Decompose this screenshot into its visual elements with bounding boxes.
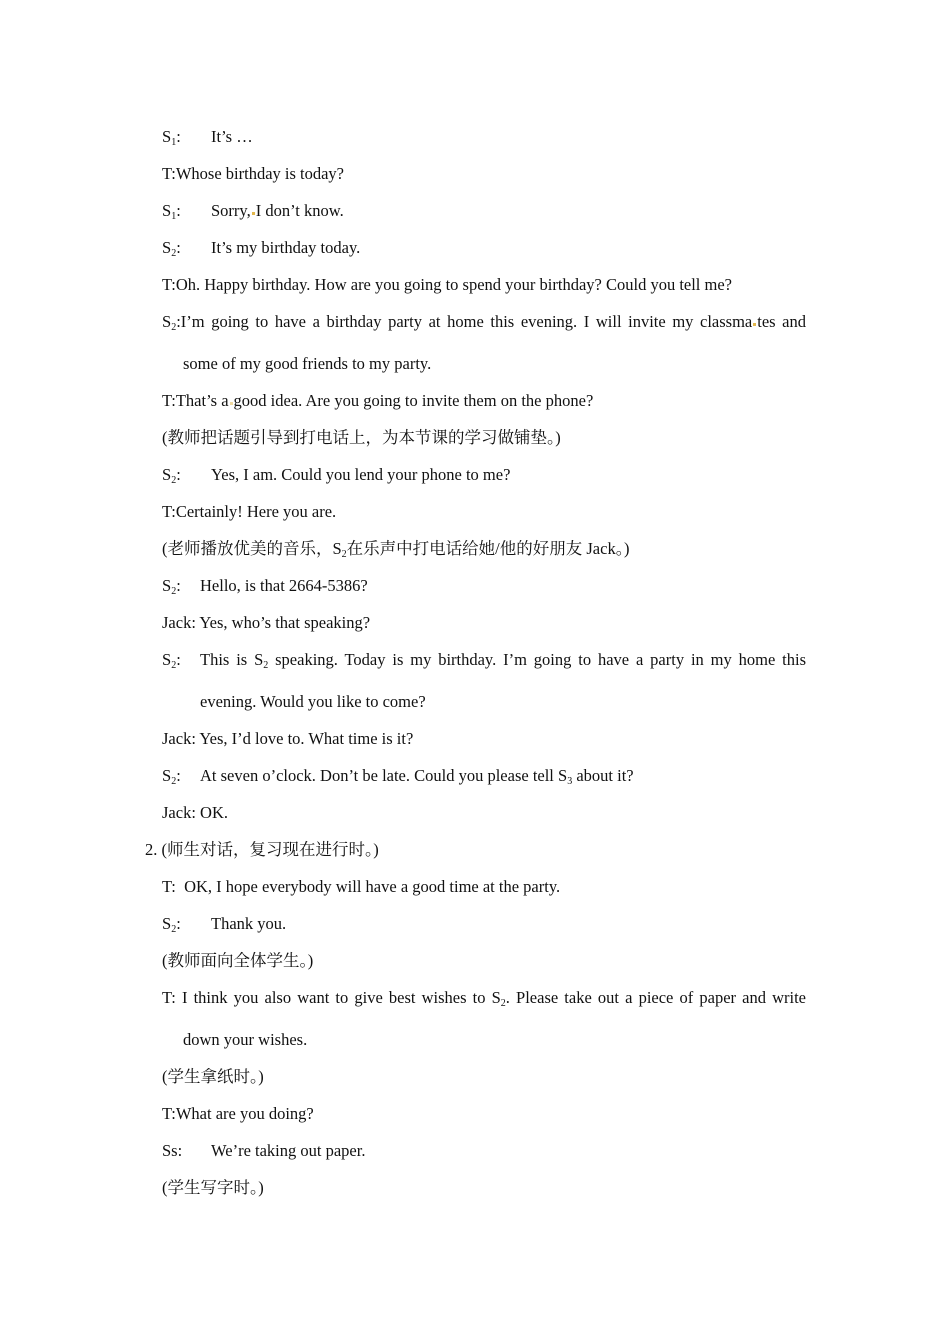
utterance: We’re taking out paper.	[211, 1141, 366, 1160]
utterance	[211, 201, 344, 221]
utterance	[200, 766, 634, 786]
subscript: 2	[500, 998, 506, 1009]
dialogue-line	[162, 766, 634, 787]
utterance-part: I’m going to have a birthday party at home this evening. I will invite my classma	[180, 312, 753, 331]
dialogue-line: T:Certainly! Here you are.	[162, 502, 337, 521]
dialogue-line	[162, 201, 344, 222]
utterance: It’s my birthday today.	[211, 238, 361, 257]
colon: :	[176, 914, 181, 933]
subscript: 2	[171, 248, 177, 259]
dialogue-line: Jack: Yes, I’d love to. What time is it?	[162, 729, 414, 748]
dialogue-line	[162, 465, 511, 486]
note-part: (老师播放优美的音乐，S	[162, 539, 342, 558]
dialogue-line	[162, 391, 593, 411]
speaker-label: S	[162, 576, 172, 595]
colon: :	[176, 766, 181, 785]
utterance-part: At seven o’clock. Don’t be late. Could you please tell S	[200, 766, 568, 785]
edit-mark	[230, 402, 233, 405]
dialogue-line	[162, 914, 287, 935]
utterance-part: I don’t know.	[255, 201, 344, 220]
utterance	[200, 650, 806, 670]
colon: :	[176, 238, 181, 257]
teacher-note	[162, 539, 629, 559]
utterance: Yes, I am. Could you lend your phone to me?	[211, 465, 511, 484]
colon: :	[176, 576, 181, 595]
dialogue-line: T: OK, I hope everybody will have a good time at the party.	[162, 877, 561, 896]
subscript: 2	[263, 660, 269, 671]
dialogue-continuation: evening. Would you like to come?	[200, 692, 426, 711]
dialogue-line	[162, 988, 806, 1008]
teacher-note: (教师把话题引导到打电话上，为本节课的学习做铺垫。)	[162, 428, 561, 447]
subscript: 2	[341, 549, 347, 560]
subscript: 1	[171, 211, 177, 222]
speaker-label: Ss:	[162, 1141, 183, 1160]
subscript: 1	[171, 137, 177, 148]
teacher-note: (教师面向全体学生。)	[162, 951, 314, 970]
utterance: Thank you.	[211, 914, 287, 933]
teacher-note: (学生写字时。)	[162, 1178, 264, 1197]
utterance-part: T:That’s a	[162, 391, 229, 410]
utterance	[162, 312, 806, 332]
dialogue-continuation: down your wishes.	[183, 1030, 308, 1049]
dialogue-line	[162, 650, 806, 670]
speaker-label: S	[162, 465, 172, 484]
dialogue-line	[162, 238, 361, 259]
utterance-part: about it?	[572, 766, 634, 785]
edit-mark	[753, 323, 756, 326]
speaker-label: S	[162, 766, 172, 785]
speaker-label: S	[162, 914, 172, 933]
utterance-part: Sorry,	[211, 201, 251, 220]
dialogue-continuation: some of my good friends to my party.	[183, 354, 432, 373]
note-part: 在乐声中打电话给她/他的好朋友 Jack。)	[346, 539, 630, 558]
colon: :	[176, 312, 181, 331]
teacher-note: (学生拿纸时。)	[162, 1067, 264, 1086]
utterance: It’s …	[211, 127, 253, 146]
utterance-part: T: I think you also want to give best wishes to S	[162, 988, 501, 1007]
edit-mark	[252, 212, 255, 215]
colon: :	[176, 465, 181, 484]
subscript: 2	[171, 475, 177, 486]
speaker-label: S	[162, 312, 172, 331]
dialogue-line: T:Whose birthday is today?	[162, 164, 345, 183]
dialogue-line	[162, 127, 253, 148]
speaker-label: S	[162, 127, 172, 146]
subscript: 2	[171, 660, 177, 671]
speaker-label: S	[162, 201, 172, 220]
dialogue-line	[162, 576, 368, 597]
utterance-part: . Please take out a piece of paper and write	[505, 988, 806, 1007]
dialogue-line	[162, 1141, 366, 1161]
subscript: 2	[171, 924, 177, 935]
utterance-part: good idea. Are you going to invite them on the phone?	[233, 391, 594, 410]
colon: :	[176, 650, 181, 669]
utterance	[162, 988, 806, 1008]
subscript: 2	[171, 322, 177, 333]
speaker-label: S	[162, 650, 172, 669]
dialogue-line: T:Oh. Happy birthday. How are you going to spend your birthday? Could you tell me?	[162, 275, 732, 294]
dialogue-line	[162, 312, 806, 332]
dialogue-line: Jack: OK.	[162, 803, 228, 822]
colon: :	[176, 127, 181, 146]
utterance-part: tes and	[757, 312, 807, 331]
section-heading: 2. (师生对话，复习现在进行时。)	[145, 840, 379, 859]
speaker-label: S	[162, 238, 172, 257]
subscript: 2	[171, 776, 177, 787]
utterance: Hello, is that 2664-5386?	[200, 576, 368, 595]
dialogue-line: Jack: Yes, who’s that speaking?	[162, 613, 371, 632]
subscript: 3	[567, 776, 573, 787]
colon: :	[176, 201, 181, 220]
dialogue-line: T:What are you doing?	[162, 1104, 314, 1123]
subscript: 2	[171, 586, 177, 597]
utterance-part: speaking. Today is my birthday. I’m going to have a party in my home this	[268, 650, 806, 669]
utterance-part: This is S	[200, 650, 264, 669]
